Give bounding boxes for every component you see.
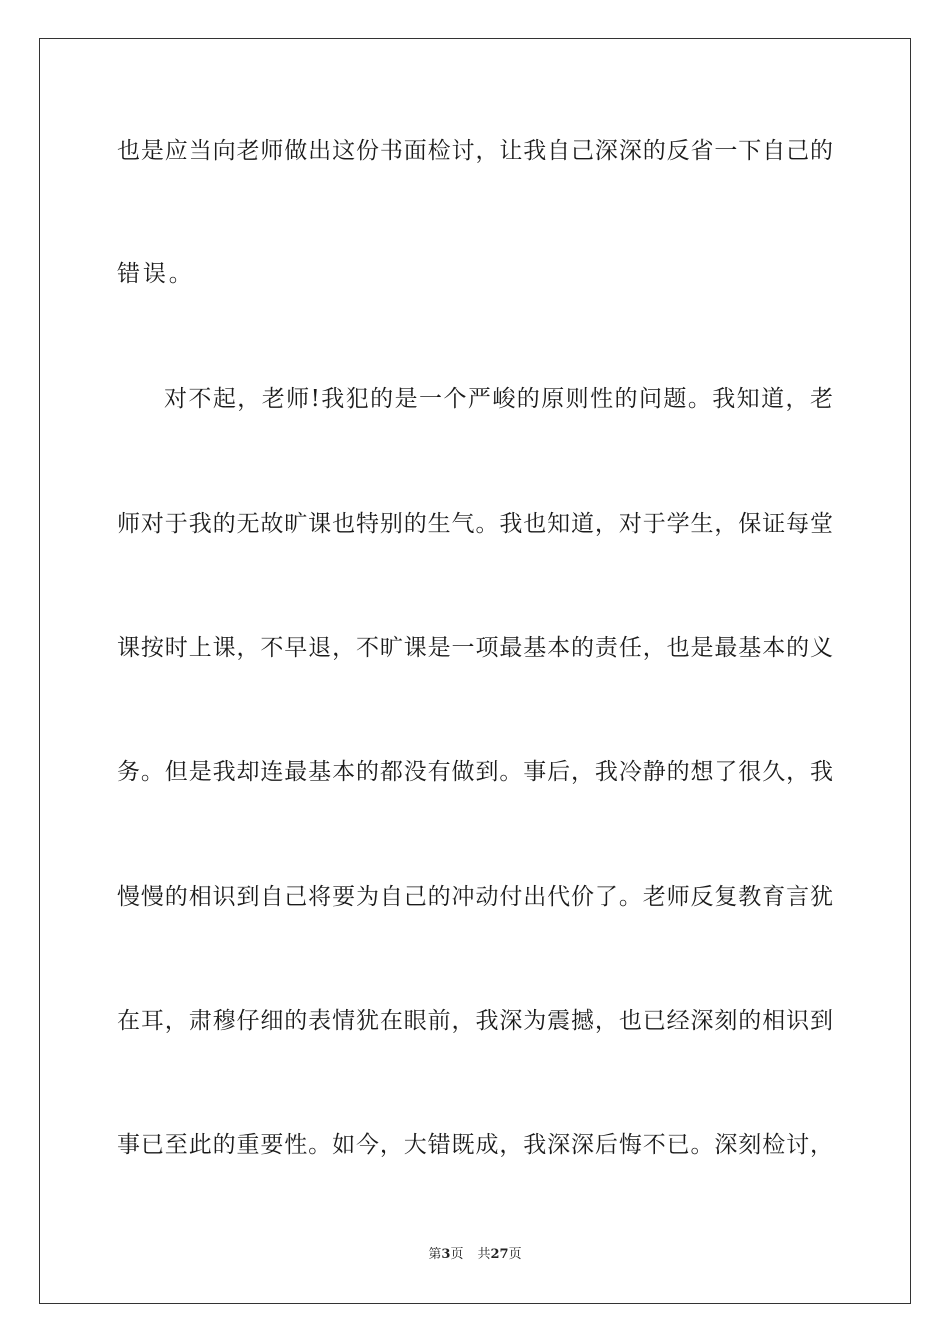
body-line-3: 对不起，老师!我犯的是一个严峻的原则性的问题。我知道，老 <box>164 386 833 412</box>
page-footer <box>0 1246 950 1264</box>
body-line-7: 慢慢的相识到自己将要为自己的冲动付出代价了。老师反复教育言犹 <box>117 884 833 910</box>
total-prefix: 共 <box>477 1247 491 1262</box>
page-current: 3 <box>441 1247 451 1262</box>
body-line-1: 也是应当向老师做出这份书面检讨，让我自己深深的反省一下自己的 <box>117 138 833 164</box>
body-line-5: 课按时上课，不早退，不旷课是一项最基本的责任，也是最基本的义 <box>117 635 833 661</box>
page-suffix: 页 <box>450 1247 464 1262</box>
body-line-6: 务。但是我却连最基本的都没有做到。事后，我冷静的想了很久，我 <box>117 759 833 785</box>
page-prefix: 第 <box>428 1247 442 1262</box>
page-total: 27 <box>490 1247 509 1262</box>
total-suffix: 页 <box>508 1247 522 1262</box>
body-line-8: 在耳，肃穆仔细的表情犹在眼前，我深为震撼，也已经深刻的相识到 <box>117 1008 833 1034</box>
body-line-4: 师对于我的无故旷课也特别的生气。我也知道，对于学生，保证每堂 <box>117 511 833 537</box>
body-line-2: 错误。 <box>117 261 195 287</box>
body-line-9: 事已至此的重要性。如今，大错既成，我深深后悔不已。深刻检讨， <box>117 1132 833 1158</box>
page-border <box>39 38 911 1304</box>
